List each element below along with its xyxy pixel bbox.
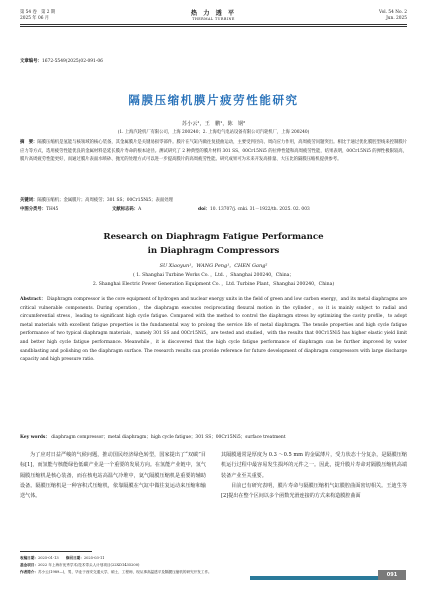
abstract-en-text: Diaphragm compressor is the core equipment of hydrogen and nuclear energy units in the field of green and low carbon energy，and its metal diaphragms are critical vulnerable components. During operation，the diaphragm executes reciprocating flexural motion in the cylinder，so it is mainly subject to radial and circumferential stress，leading to significant high cycle fatigue. Compared with the method to control the diaphragm stress by optimizing the cavity profile，to adopt metal materials with excellent fatigue properties is the fundamental way to prolong the service life of metal diaphragm. The tensile properties and high cycle fatigue performance of two typical diaphragm materials，namely 301 SS and 00Cr15Ni5，are tested and studied，with the results that 00Cr15Ni5 has higher elastic yield limit and better high cycle fatigue performance. Meanwhile，it is discovered that the high cycle fatigue performance of diaphragm can be further improved by water sandblasting and polishing on the diaphragm surface. The research results can provide reference for future development of diaphragm compressors with large discharge capacity and high pressure ratio. xyxy=(20,297,408,363)
affiliations-en xyxy=(0,272,427,289)
fund-text: 2022 年上海市优秀学术/技术带头人计划项目(22XD1435200) xyxy=(37,563,140,567)
authors-en: SU Xiaoyun¹，WANG Peng¹，CHEN Gang² xyxy=(159,263,268,269)
article-number-value: 1672-5549(2025)02-091-06 xyxy=(41,59,103,64)
author-bio-label: 作者简介： xyxy=(20,570,38,574)
abstract-en-label: Abstract： xyxy=(20,297,46,302)
page-title-cn: 隔膜压缩机膜片疲劳性能研究 xyxy=(128,93,299,107)
header-divider-thin xyxy=(20,26,407,27)
revised-label: 修回日期： xyxy=(65,556,84,560)
clc-value: TH45 xyxy=(46,207,59,212)
body-paragraph: 其隔膜通常是厚度为 0.3 ～0.5 mm 的金属薄片，受力状态十分复杂，是隔膜压缩机运行过程中最容易发生损坏的元件之一。因此，提升膜片寿命对隔膜压缩机高端装备产业至关重要。 xyxy=(221,452,407,479)
journal-name-en: THERMAL TURBINE xyxy=(192,17,235,21)
received-date: 2025-01-13 xyxy=(37,556,59,560)
header-date-cn: 2025 年 06 月 xyxy=(20,15,50,21)
header-date-en: Jun. 2025 xyxy=(386,15,407,21)
doi-label: doi： xyxy=(198,207,210,212)
header-divider xyxy=(20,24,407,25)
journal-name-cn: 热 力 透 平 xyxy=(190,10,237,17)
clc-number xyxy=(20,206,58,212)
body-column-right xyxy=(221,450,407,501)
page-title-en xyxy=(0,231,427,258)
footer-stripe xyxy=(250,576,378,580)
abstract-en xyxy=(20,296,407,365)
footnote xyxy=(20,555,407,576)
footnote-divider xyxy=(20,551,92,552)
fund-label: 基金项目： xyxy=(20,563,38,567)
doc-label: 文献标志码： xyxy=(112,207,139,212)
article-number-label: 文章编号： xyxy=(20,59,42,64)
footnote-author xyxy=(20,569,407,576)
authors-cn: 苏小云¹，王 鹏¹，陈 钢² xyxy=(181,121,246,127)
keywords-cn-label: 关键词： xyxy=(20,198,38,203)
header-volume-en: Vol. 54 No. 2 xyxy=(379,10,407,15)
header-right xyxy=(379,10,407,21)
keywords-en xyxy=(20,434,407,440)
affiliations-cn: (1. 上海汽轮机厂有限公司，上海 200240；2. 上海电气电站设备有限公司汽轮机厂，上海 200240) xyxy=(117,130,310,135)
doi xyxy=(198,206,310,212)
affiliation-en-2: 2. Shanghai Electric Power Generation Equipment Co. ，Ltd. Turbine Plant，Shanghai 200240，China) xyxy=(92,281,335,287)
doc-value: A xyxy=(138,207,142,212)
author-bio-text: 苏小云(1989—)，男，毕业于西安交通大学，硕士，工程师，现从事高温透平及隔膜压缩机的研究开发工作。 xyxy=(37,570,212,574)
affiliation-en-1: ( 1. Shanghai Turbine Works Co. ，Ltd. ，Shanghai 200240，China； xyxy=(132,273,294,278)
keywords-en-label: Key words： xyxy=(20,435,50,440)
title-en-line-1: Research on Diaphragm Fatigue Performance xyxy=(103,232,324,242)
abstract-cn-text: 隔膜压缩机是氢能与核领域的核心装备，其金属膜片是关键易损零部件。膜片在气缸内做往复挠曲运动，主要受到径向、周向应力作用，高周疲劳问题突出。相比于通过优化膜腔型线来控制膜片应力等方式，选用疲劳性能优良的金属材料是延长膜片寿命的根本途径。测试研究了 2 种典型的膜片材料 301 SS、00Cr15Ni5 的拉伸性能和高周疲劳性能，结果表明，00Cr15Ni5 的弹性极限较高，膜片高周疲劳性能更好，而通过膜片表面水喷砂、抛光的处理方式可以进一步提高膜片的高周疲劳性能。研究成果可为未来开发高排量、大压比的隔膜压缩机提供参考。 xyxy=(20,140,408,163)
footnote-fund xyxy=(20,562,407,569)
body-paragraph: 为了应对日益严峻的气候问题，推动国民经济绿色转型，国家提出了“双碳”目标[1]，而氢能与核能绿色低碳产业是一个重要的发展方向。在氢能产业链中，氢气隔膜压缩机是核心装备，而在核电站高温气冷堆中，氦气隔膜压缩机是重要的辅助设备。隔膜压缩机是一种容积式压缩机，依靠隔膜在气缸中做往复运动来压缩和输送气体。 xyxy=(20,452,206,500)
body-paragraph: 目前已有研究表明，膜片寿命与隔膜压缩机气缸膜腔曲面密切相关。王迪生等[2]提出在整个区间以多个函数光滑连接的方式来构造膜腔曲面 xyxy=(221,482,407,500)
keywords-en-text: diaphragm compressor；metal diaphragm；high cycle fatigue；301 SS；00Cr15Ni5；surface treatment xyxy=(51,435,286,440)
title-en-line-2: in Diaphragm Compressors xyxy=(147,245,280,256)
revised-date: 2025-03-11 xyxy=(83,556,105,560)
keywords-cn-text: 隔膜压缩机；金属膜片；高周疲劳；301 SS；00Cr15Ni5；表面处理 xyxy=(37,198,173,203)
keywords-cn xyxy=(20,197,407,203)
page-number: 091 xyxy=(378,570,406,580)
header-volume-cn: 第 54 卷 第 2 期 xyxy=(20,10,56,15)
article-number xyxy=(20,58,103,64)
doi-value: 10. 13707/j. cnki. 31－1922/th. 2025. 02. 003 xyxy=(209,207,310,212)
abstract-cn-label: 摘 要： xyxy=(20,140,38,145)
clc-label: 中图分类号： xyxy=(20,207,47,212)
header-center xyxy=(20,10,407,22)
received-label: 收稿日期： xyxy=(20,556,38,560)
document-code xyxy=(112,206,141,212)
body-column-left xyxy=(20,450,206,501)
abstract-cn xyxy=(20,139,407,165)
journal-header xyxy=(20,10,407,32)
footnote-dates xyxy=(20,555,407,562)
